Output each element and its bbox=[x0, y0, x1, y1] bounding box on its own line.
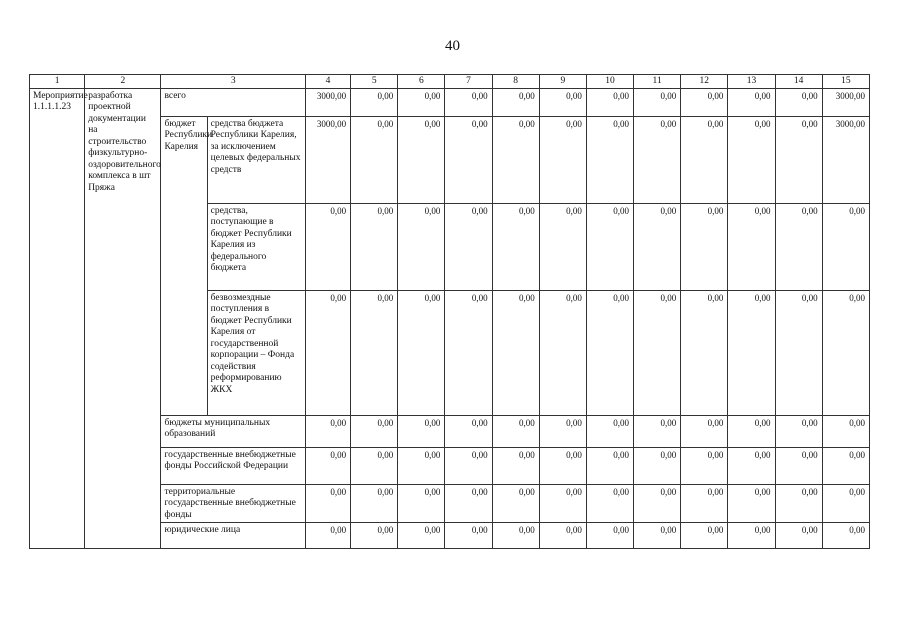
value-cell: 0,00 bbox=[539, 484, 586, 522]
column-header: 10 bbox=[586, 75, 633, 89]
value-cell: 0,00 bbox=[775, 88, 822, 116]
value-cell: 0,00 bbox=[822, 522, 869, 548]
value-cell: 3000,00 bbox=[305, 116, 350, 203]
value-cell: 0,00 bbox=[351, 415, 398, 447]
value-cell: 0,00 bbox=[681, 484, 728, 522]
column-header: 2 bbox=[85, 75, 161, 89]
table-body bbox=[30, 75, 870, 549]
value-cell: 0,00 bbox=[398, 447, 445, 484]
value-cell: 0,00 bbox=[539, 116, 586, 203]
value-cell: 0,00 bbox=[351, 88, 398, 116]
value-cell: 0,00 bbox=[634, 484, 681, 522]
value-cell: 0,00 bbox=[586, 88, 633, 116]
column-header: 13 bbox=[728, 75, 775, 89]
value-cell: 0,00 bbox=[445, 484, 492, 522]
value-cell: 0,00 bbox=[351, 203, 398, 290]
value-cell: 0,00 bbox=[586, 522, 633, 548]
value-cell: 0,00 bbox=[445, 290, 492, 415]
value-cell: 0,00 bbox=[398, 116, 445, 203]
column-header: 8 bbox=[492, 75, 539, 89]
table-row-total bbox=[30, 88, 870, 116]
value-cell: 0,00 bbox=[305, 415, 350, 447]
value-cell: 0,00 bbox=[681, 203, 728, 290]
value-cell: 0,00 bbox=[539, 203, 586, 290]
column-header: 12 bbox=[681, 75, 728, 89]
value-cell: 0,00 bbox=[775, 290, 822, 415]
value-cell: 0,00 bbox=[681, 290, 728, 415]
source-label: безвозмездные поступления в бюджет Республики Карелия от государственной корпорации – Фонда содействия реформированию ЖКХ bbox=[207, 290, 305, 415]
value-cell: 0,00 bbox=[351, 290, 398, 415]
value-cell: 0,00 bbox=[398, 522, 445, 548]
value-cell: 0,00 bbox=[539, 522, 586, 548]
value-cell: 0,00 bbox=[634, 447, 681, 484]
value-cell: 0,00 bbox=[775, 522, 822, 548]
value-cell: 0,00 bbox=[728, 484, 775, 522]
column-header: 15 bbox=[822, 75, 869, 89]
value-cell: 0,00 bbox=[586, 447, 633, 484]
value-cell: 0,00 bbox=[539, 290, 586, 415]
value-cell: 0,00 bbox=[351, 447, 398, 484]
value-cell: 0,00 bbox=[681, 522, 728, 548]
value-cell: 0,00 bbox=[775, 203, 822, 290]
column-header: 7 bbox=[445, 75, 492, 89]
value-cell: 0,00 bbox=[728, 88, 775, 116]
value-cell: 0,00 bbox=[775, 484, 822, 522]
table-header-row bbox=[30, 75, 870, 89]
value-cell: 0,00 bbox=[351, 484, 398, 522]
value-cell: 0,00 bbox=[539, 88, 586, 116]
value-cell: 0,00 bbox=[728, 447, 775, 484]
value-cell: 0,00 bbox=[492, 203, 539, 290]
value-cell: 0,00 bbox=[728, 203, 775, 290]
value-cell: 0,00 bbox=[398, 88, 445, 116]
value-cell: 0,00 bbox=[681, 447, 728, 484]
republic-budget-label: бюджет Республики Карелия bbox=[161, 116, 207, 415]
value-cell: 3000,00 bbox=[822, 116, 869, 203]
value-cell: 0,00 bbox=[634, 116, 681, 203]
value-cell: 0,00 bbox=[492, 484, 539, 522]
value-cell: 0,00 bbox=[398, 203, 445, 290]
value-cell: 0,00 bbox=[445, 447, 492, 484]
value-cell: 0,00 bbox=[822, 203, 869, 290]
value-cell: 0,00 bbox=[728, 415, 775, 447]
value-cell: 0,00 bbox=[445, 88, 492, 116]
value-cell: 0,00 bbox=[586, 203, 633, 290]
source-label: территориальные государственные внебюджетные фонды bbox=[161, 484, 306, 522]
value-cell: 0,00 bbox=[305, 290, 350, 415]
column-header: 4 bbox=[305, 75, 350, 89]
value-cell: 0,00 bbox=[305, 484, 350, 522]
value-cell: 0,00 bbox=[634, 522, 681, 548]
value-cell: 0,00 bbox=[681, 88, 728, 116]
value-cell: 0,00 bbox=[492, 447, 539, 484]
value-cell: 0,00 bbox=[492, 116, 539, 203]
source-label: бюджеты муниципальных образований bbox=[161, 415, 306, 447]
value-cell: 0,00 bbox=[492, 415, 539, 447]
value-cell: 0,00 bbox=[728, 290, 775, 415]
value-cell: 0,00 bbox=[822, 484, 869, 522]
value-cell: 0,00 bbox=[305, 203, 350, 290]
value-cell: 0,00 bbox=[492, 88, 539, 116]
value-cell: 0,00 bbox=[351, 522, 398, 548]
value-cell: 0,00 bbox=[728, 522, 775, 548]
column-header: 3 bbox=[161, 75, 306, 89]
value-cell: 0,00 bbox=[586, 415, 633, 447]
value-cell: 0,00 bbox=[445, 203, 492, 290]
value-cell: 0,00 bbox=[445, 522, 492, 548]
column-header: 1 bbox=[30, 75, 85, 89]
value-cell: 0,00 bbox=[445, 116, 492, 203]
value-cell: 0,00 bbox=[775, 447, 822, 484]
column-header: 14 bbox=[775, 75, 822, 89]
column-header: 5 bbox=[351, 75, 398, 89]
value-cell: 0,00 bbox=[445, 415, 492, 447]
source-label: всего bbox=[161, 88, 306, 116]
value-cell: 0,00 bbox=[539, 415, 586, 447]
value-cell: 0,00 bbox=[634, 290, 681, 415]
source-label: юридические лица bbox=[161, 522, 306, 548]
value-cell: 0,00 bbox=[634, 415, 681, 447]
value-cell: 0,00 bbox=[775, 415, 822, 447]
value-cell: 0,00 bbox=[492, 522, 539, 548]
activity-name: разработка проектной документации на строительство физкультурно-оздоровительного комплекса в шт Пряжа bbox=[85, 88, 161, 548]
source-label: государственные внебюджетные фонды Российской Федерации bbox=[161, 447, 306, 484]
page-number: 40 bbox=[445, 38, 460, 54]
value-cell: 0,00 bbox=[775, 116, 822, 203]
value-cell: 0,00 bbox=[634, 88, 681, 116]
value-cell: 0,00 bbox=[822, 290, 869, 415]
value-cell: 0,00 bbox=[305, 447, 350, 484]
value-cell: 0,00 bbox=[728, 116, 775, 203]
value-cell: 3000,00 bbox=[822, 88, 869, 116]
value-cell: 0,00 bbox=[305, 522, 350, 548]
column-header: 6 bbox=[398, 75, 445, 89]
value-cell: 0,00 bbox=[822, 415, 869, 447]
value-cell: 0,00 bbox=[822, 447, 869, 484]
value-cell: 0,00 bbox=[398, 415, 445, 447]
value-cell: 0,00 bbox=[586, 484, 633, 522]
value-cell: 0,00 bbox=[634, 203, 681, 290]
source-label: средства бюджета Республики Карелия, за исключением целевых федеральных средств bbox=[207, 116, 305, 203]
source-label: средства, поступающие в бюджет Республики Карелия из федерального бюджета bbox=[207, 203, 305, 290]
activity-code: Мероприятие 1.1.1.1.23 bbox=[30, 88, 85, 548]
financing-table bbox=[29, 74, 870, 549]
column-header: 9 bbox=[539, 75, 586, 89]
value-cell: 0,00 bbox=[351, 116, 398, 203]
value-cell: 0,00 bbox=[681, 415, 728, 447]
value-cell: 0,00 bbox=[492, 290, 539, 415]
value-cell: 3000,00 bbox=[305, 88, 350, 116]
value-cell: 0,00 bbox=[398, 484, 445, 522]
value-cell: 0,00 bbox=[586, 116, 633, 203]
value-cell: 0,00 bbox=[586, 290, 633, 415]
column-header: 11 bbox=[634, 75, 681, 89]
value-cell: 0,00 bbox=[398, 290, 445, 415]
value-cell: 0,00 bbox=[539, 447, 586, 484]
value-cell: 0,00 bbox=[681, 116, 728, 203]
